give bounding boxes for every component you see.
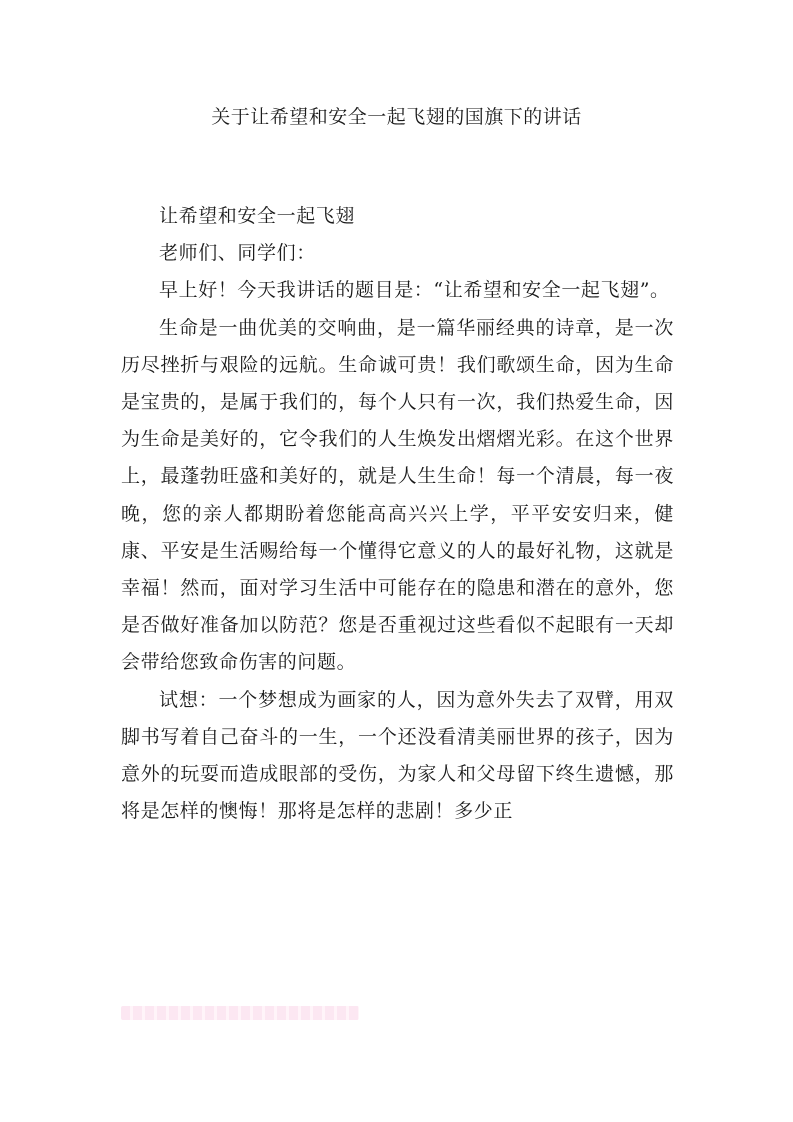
document-body <box>121 198 674 830</box>
body-paragraph: 生命是一曲优美的交响曲，是一篇华丽经典的诗章，是一次历尽挫折与艰险的远航。生命诚可贵！我们歌颂生命，因为生命是宝贵的，是属于我们的，每个人只有一次，我们热爱生命，因为生命是美好的，它令我们的人生焕发出熠熠光彩。在这个世界上，最蓬勃旺盛和美好的，就是人生生命！每一个清晨，每一夜晚，您的亲人都期盼着您能高高兴兴上学，平平安安归来，健康、平安是生活赐给每一个懂得它意义的人的最好礼物，这就是幸福！然而，面对学习生活中可能存在的隐患和潜在的意外，您是否做好准备加以防范？您是否重视过这些看似不起眼有一天却会带给您致命伤害的问题。 <box>121 316 674 674</box>
salutation: 老师们、同学们： <box>159 242 316 265</box>
speech-heading: 让希望和安全一起飞翅 <box>159 205 356 227</box>
body-paragraph: 试想：一个梦想成为画家的人，因为意外失去了双臂，用双脚书写着自己奋斗的一生，一个还没看清美丽世界的孩子，因为意外的玩耍而造成眼部的受伤，为家人和父母留下终生遗憾，那将是怎样的懊悔！那将是怎样的悲剧！多少正 <box>121 688 674 823</box>
faint-watermark <box>121 1006 359 1020</box>
document-title: 关于让希望和安全一起飞翅的国旗下的讲话 <box>211 106 582 128</box>
body-paragraph: 早上好！今天我讲话的题目是：“让希望和安全一起飞翅”。 <box>159 279 670 302</box>
